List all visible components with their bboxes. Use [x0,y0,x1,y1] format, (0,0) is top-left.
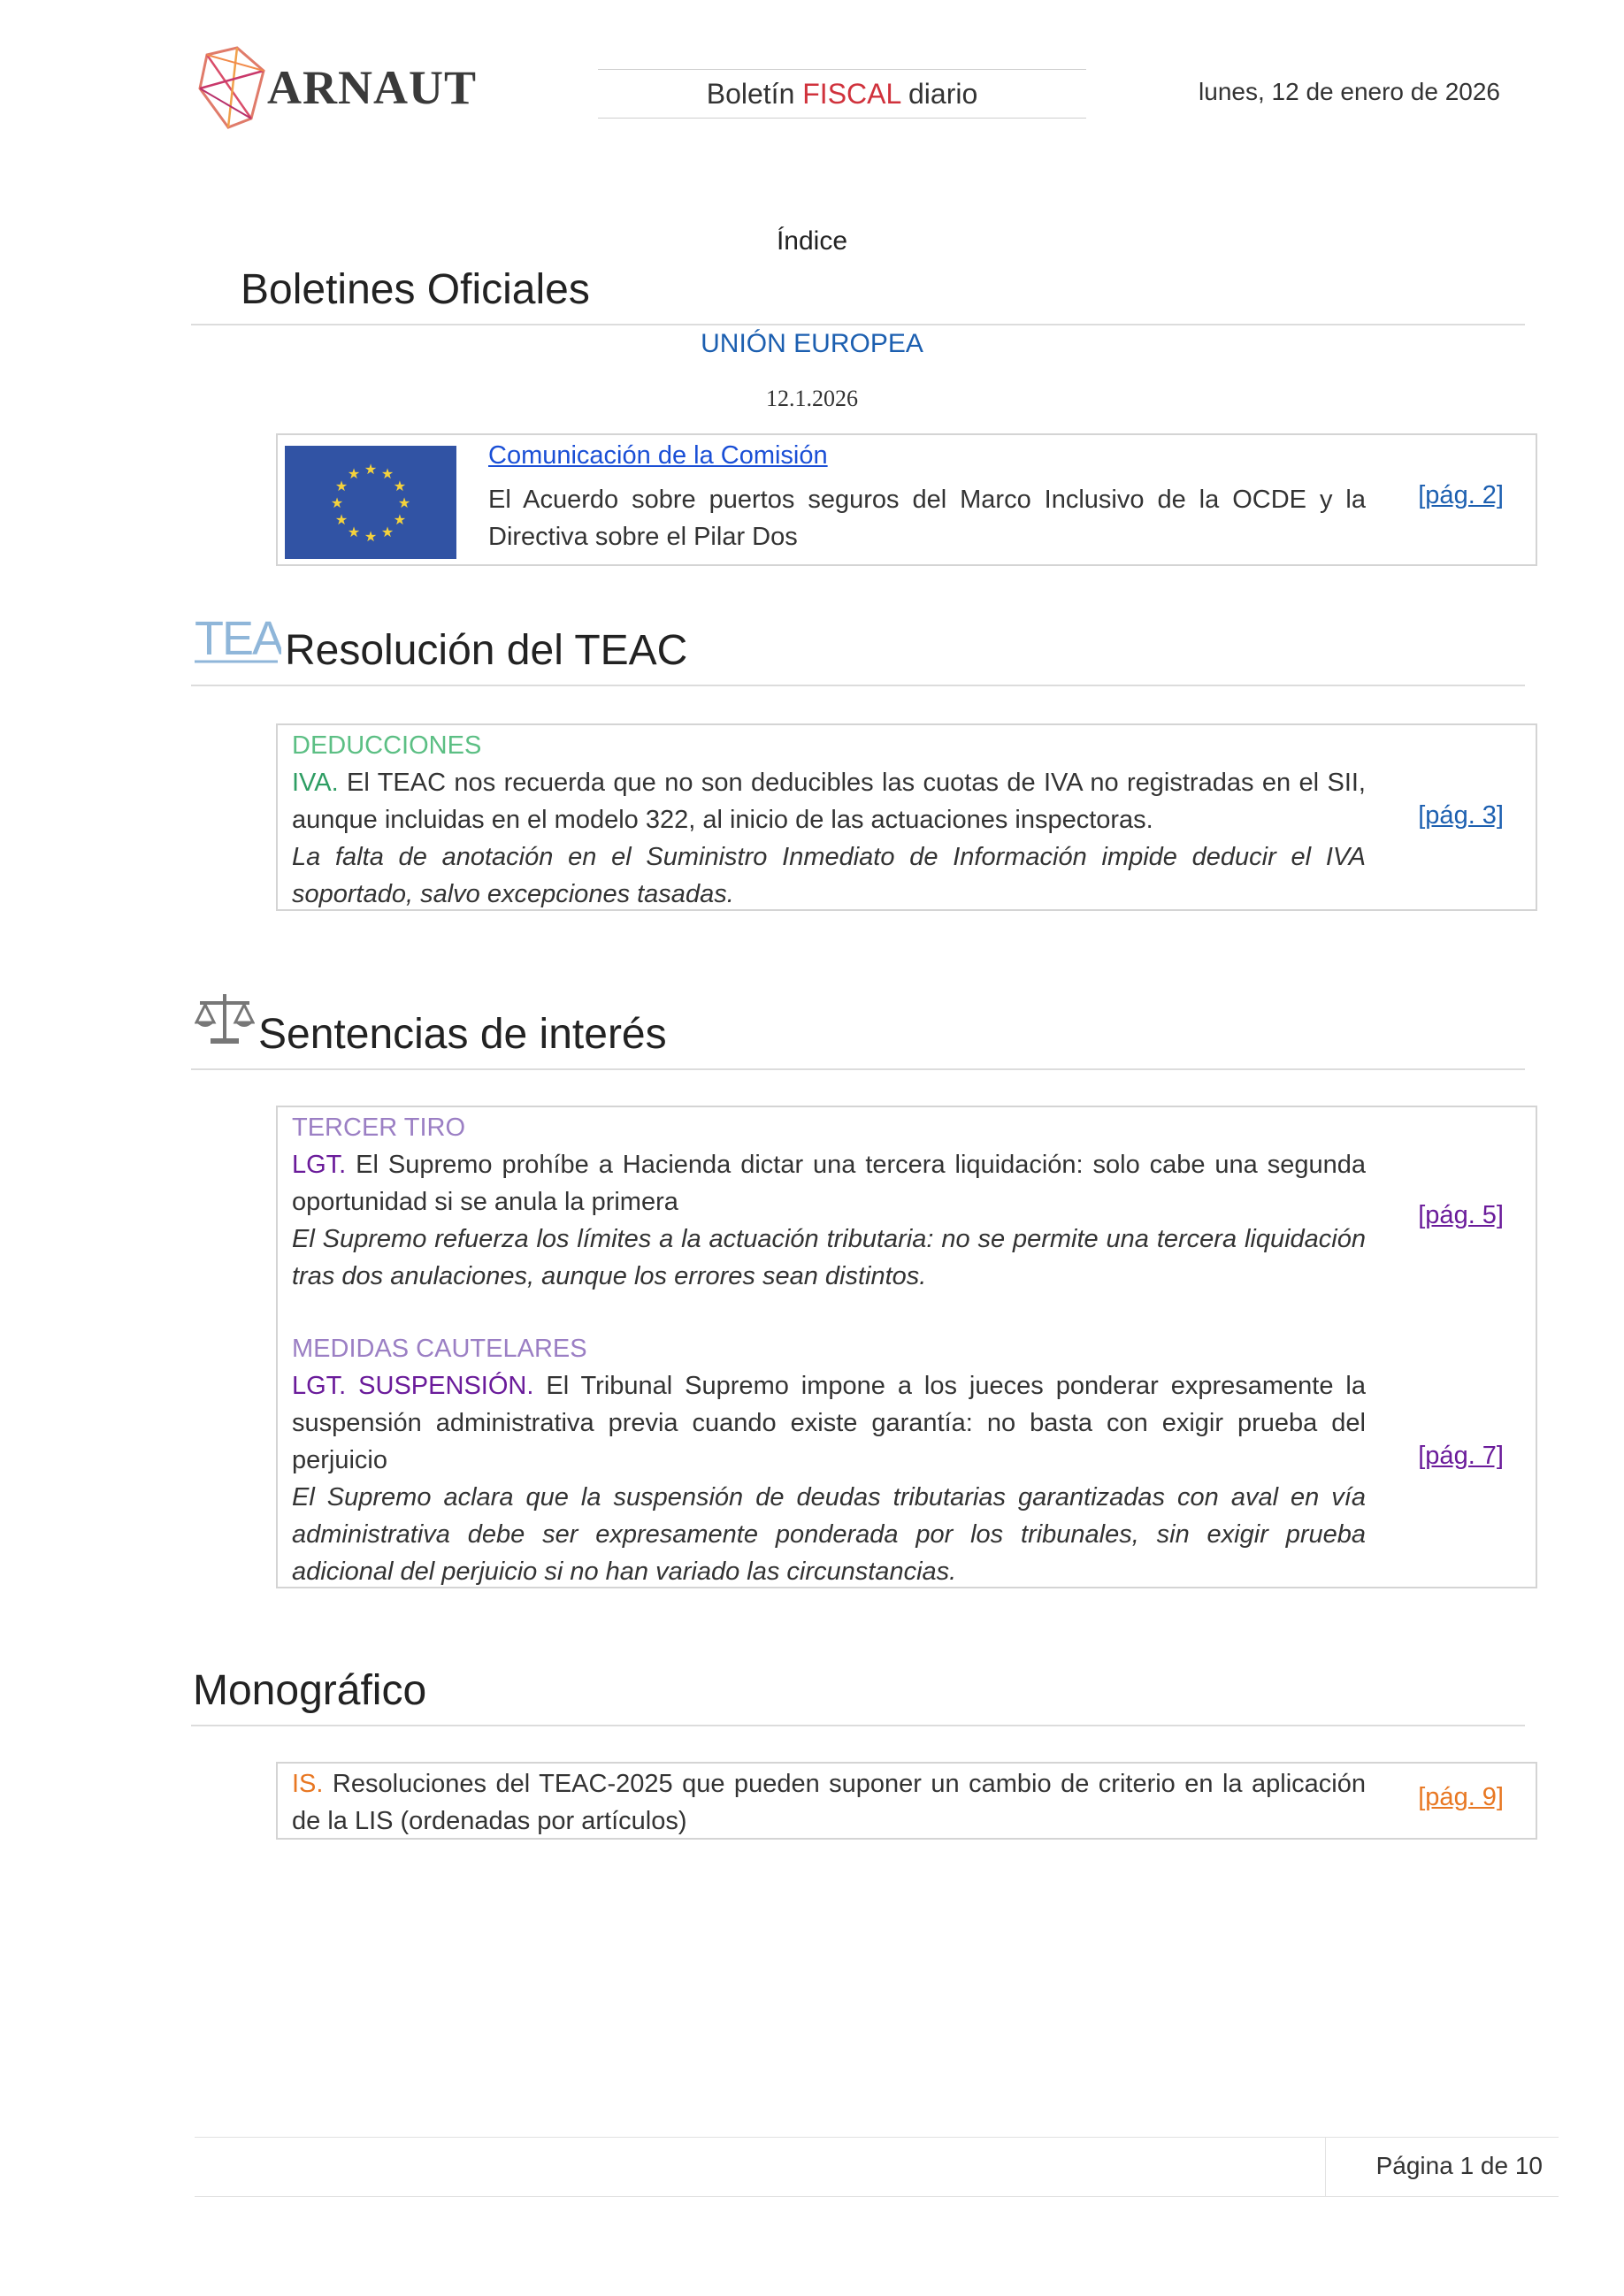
eu-star-icon: ★ [393,513,407,528]
entry-headline: Resoluciones del TEAC-2025 que pueden suponer un cambio de criterio en la aplicación de la LIS (ordenadas por artículos) [292,1770,1366,1835]
page-link[interactable]: [pág. 9] [1418,1783,1504,1811]
region-heading: UNIÓN EUROPEA [701,329,923,358]
entry-body [292,1765,1366,1840]
index-label: Índice [776,226,848,256]
footer-divider [1325,2138,1326,2196]
section-rule [191,1725,1525,1726]
scales-icon [195,991,255,1052]
svg-text:TEA: TEA [195,612,281,665]
eu-star-icon: ★ [364,463,378,478]
eu-star-icon: ★ [347,524,361,540]
commission-link[interactable]: Comunicación de la Comisión [488,441,828,470]
entry-headline: El Supremo prohíbe a Hacienda dictar una tercera liquidación: solo cabe una segunda oportunidad si se anula la primera [292,1151,1366,1216]
bulletin-title-suffix: diario [900,78,978,110]
eu-star-icon: ★ [380,467,395,483]
section-title-boletines: Boletines Oficiales [241,266,590,313]
entry-box-monografico [276,1762,1537,1840]
entry-box-teac [276,723,1537,911]
page-link[interactable]: [pág. 3] [1418,801,1504,830]
eu-star-icon: ★ [364,530,378,545]
section-rule [191,324,1525,325]
entry-body [292,1367,1366,1479]
entry-box-sentencias [276,1106,1537,1588]
entry-summary: El Supremo refuerza los límites a la actuación tributaria: no se permite una tercera liquidación tras dos anulaciones, aunque los errores sean distintos. [292,1225,1366,1290]
section-rule [191,685,1525,686]
entry-keyword: LGT. [292,1151,347,1179]
teac-logo-icon [193,612,281,671]
page-footer [195,2137,1559,2197]
entry-headline: El TEAC nos recuerda que no son deducibles las cuotas de IVA no registradas en el SII, aunque incluidas en el modelo 322, al inicio de las actuaciones inspectoras. [292,769,1366,834]
page-link[interactable]: [pág. 2] [1418,481,1504,509]
section-title-teac: Resolución del TEAC [285,627,688,674]
entry-body [292,764,1366,838]
entry-keyword: IVA. [292,769,339,797]
bulletin-title-prefix: Boletín [706,78,803,110]
bulletin-title-accent: FISCAL [802,78,901,110]
section-title-monografico: Monográfico [193,1667,427,1714]
entry-body [292,1146,1366,1221]
eu-star-icon: ★ [330,496,344,511]
entry-content [292,727,1366,764]
entry-headline: El Tribunal Supremo impone a los jueces ponderar expresamente la suspensión administrativa previa cuando existe garantía: no basta con exigir prueba del perjuicio [292,1372,1366,1474]
entry-content [488,437,1366,474]
header-date: lunes, 12 de enero de 2026 [1199,78,1500,105]
entry-keyword: IS. [292,1770,324,1798]
entry-box-boletin [276,433,1537,566]
eu-star-icon: ★ [334,513,349,528]
arnaut-logo-mark-icon [196,44,267,131]
eu-star-icon: ★ [393,479,407,494]
category-text: MEDIDAS CAUTELARES [292,1335,587,1363]
entry-body: El Acuerdo sobre puertos seguros del Marco Inclusivo de la OCDE y la Directiva sobre el Pilar Dos [488,486,1366,551]
category-label [292,1330,1366,1367]
page-number: Página 1 de 10 [1375,2152,1543,2179]
page-link[interactable]: [pág. 7] [1418,1442,1504,1470]
arnaut-logo [196,44,478,131]
eu-flag-icon [285,446,456,559]
category-label [292,1109,1366,1146]
page-link[interactable]: [pág. 5] [1418,1201,1504,1229]
entry-summary: La falta de anotación en el Suministro Inmediato de Información impide deducir el IVA soportado, salvo excepciones tasadas. [292,843,1366,908]
eu-star-icon: ★ [334,479,349,494]
eu-star-icon: ★ [347,467,361,483]
category-label: DEDUCCIONES [292,731,482,760]
logo-wordmark: ARNAUT [267,61,478,114]
section-rule [191,1068,1525,1070]
eu-star-icon: ★ [397,496,411,511]
eu-star-icon: ★ [380,524,395,540]
entry-keyword: LGT. SUSPENSIÓN. [292,1372,534,1400]
entry-summary: El Supremo aclara que la suspensión de deudas tributarias garantizadas con aval en vía administrativa debe ser expresamente ponderada por los tribunales, sin exigir prueba adicional del perjuicio si no han variado las circunstancias. [292,1483,1366,1586]
category-text: TERCER TIRO [292,1114,466,1142]
publication-date: 12.1.2026 [766,386,858,411]
section-title-sentencias: Sentencias de interés [258,1011,667,1058]
bulletin-title [598,69,1086,119]
